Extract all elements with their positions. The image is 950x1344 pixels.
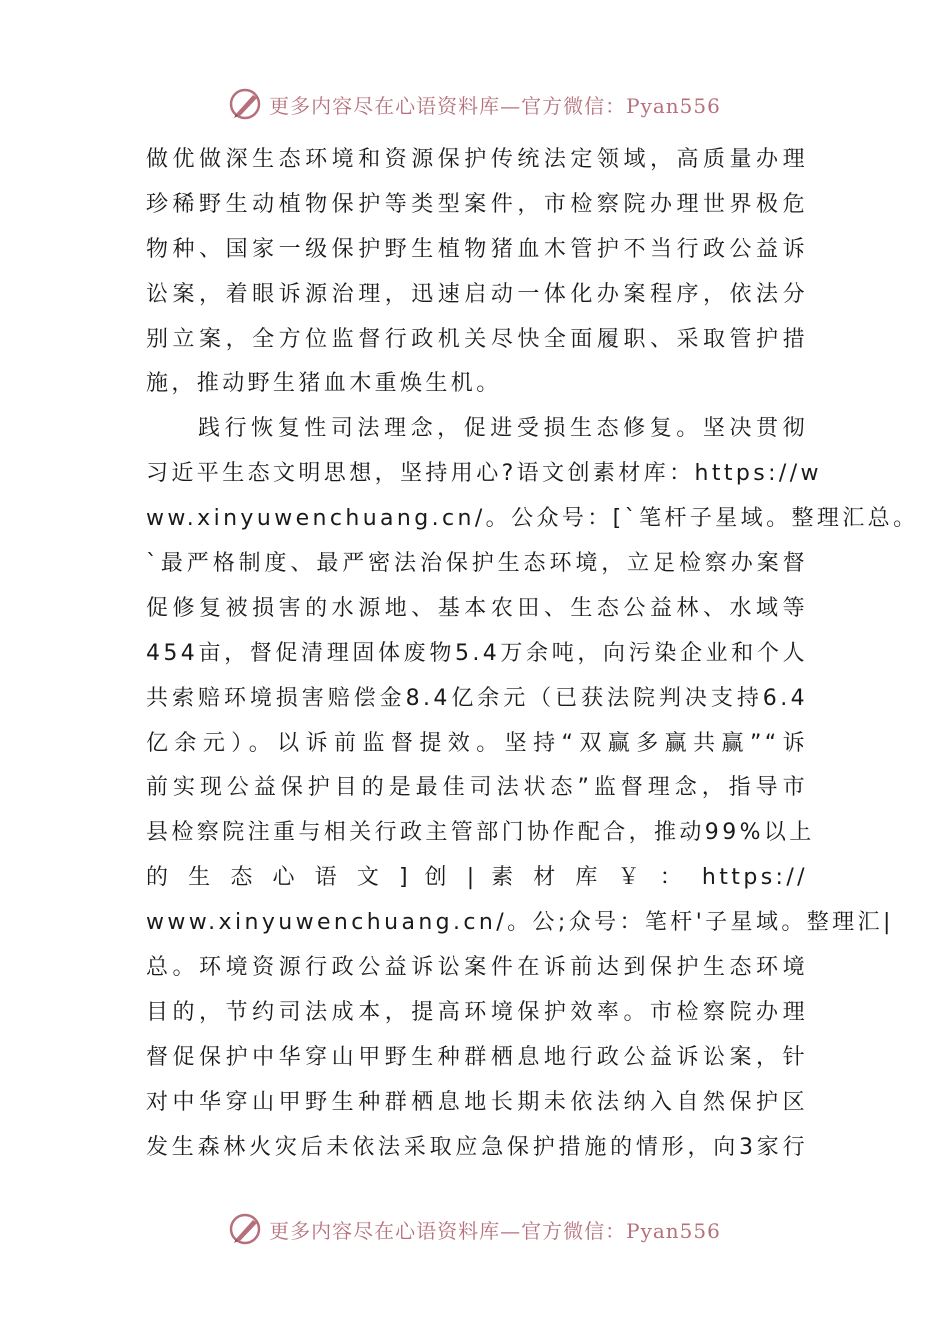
- text-line: 做优做深生态环境和资源保护传统法定领域，高质量办理: [146, 147, 808, 172]
- header-banner: [0, 84, 950, 124]
- text-line: 454亩，督促清理固体废物5.4万余吨，向污染企业和个人: [146, 640, 808, 666]
- text-line: 共索赔环境损害赔偿金8.4亿余元（已获法院判决支持6.4: [146, 685, 808, 711]
- text-line: 讼案，着眼诉源治理，迅速启动一体化办案程序，依法分: [146, 281, 808, 307]
- text-line: 珍稀野生动植物保护等类型案件，市检察院办理世界极危: [146, 191, 808, 217]
- text-line: 亿余元）。以诉前监督提效。坚持“双赢多赢共赢”“诉: [146, 730, 808, 756]
- text-line: 总。环境资源行政公益诉讼案件在诉前达到保护生态环境: [146, 955, 808, 981]
- text-line: 前实现公益保护目的是最佳司法状态”监督理念，指导市: [146, 775, 808, 801]
- text-line: 物种、国家一级保护野生植物猪血木管护不当行政公益诉: [146, 236, 808, 262]
- text-line: 别立案，全方位监督行政机关尽快全面履职、采取管护措: [146, 326, 808, 352]
- text-line: 践行恢复性司法理念，促进受损生态修复。坚决贯彻: [198, 416, 808, 442]
- banner-text: 更多内容尽在心语资料库—官方微信：Pyan556: [269, 1218, 721, 1243]
- text-line: 对中华穿山甲野生种群栖息地长期未依法纳入自然保护区: [146, 1089, 808, 1115]
- footer-banner: [0, 1209, 950, 1249]
- document-body: [146, 138, 919, 1170]
- text-line: 发生森林火灾后未依法采取应急保护措施的情形，向3家行: [146, 1134, 808, 1160]
- pen-in-circle-logo-icon: [229, 87, 263, 121]
- text-line: 督促保护中华穿山甲野生种群栖息地行政公益诉讼案，针: [146, 1044, 808, 1070]
- text-line: 施，推动野生猪血木重焕生机。: [146, 371, 502, 397]
- text-line: 习近平生态文明思想，坚持用心?语文创素材库：https://w: [146, 461, 822, 487]
- pen-in-circle-logo-icon: [229, 1212, 263, 1246]
- text-line: 促修复被损害的水源地、基本农田、生态公益林、水域等: [146, 595, 808, 621]
- text-line: `最严格制度、最严密法治保护生态环境，立足检察办案督: [146, 551, 808, 577]
- text-line: 目的，节约司法成本，提高环境保护效率。市检察院办理: [146, 999, 808, 1025]
- text-line: 的 生 态 心 语 文 ] 创 | 素 材 库 ￥ ： https://: [146, 865, 808, 891]
- text-line: 县检察院注重与相关行政主管部门协作配合，推动99%以上: [146, 820, 815, 846]
- banner-text: 更多内容尽在心语资料库—官方微信：Pyan556: [269, 93, 721, 118]
- text-line: ww.xinyuwenchuang.cn/。公众号：[`笔杆子星域。整理汇总。: [146, 506, 919, 532]
- text-line: www.xinyuwenchuang.cn/。公;众号：笔杆'子星域。整理汇|: [146, 910, 894, 936]
